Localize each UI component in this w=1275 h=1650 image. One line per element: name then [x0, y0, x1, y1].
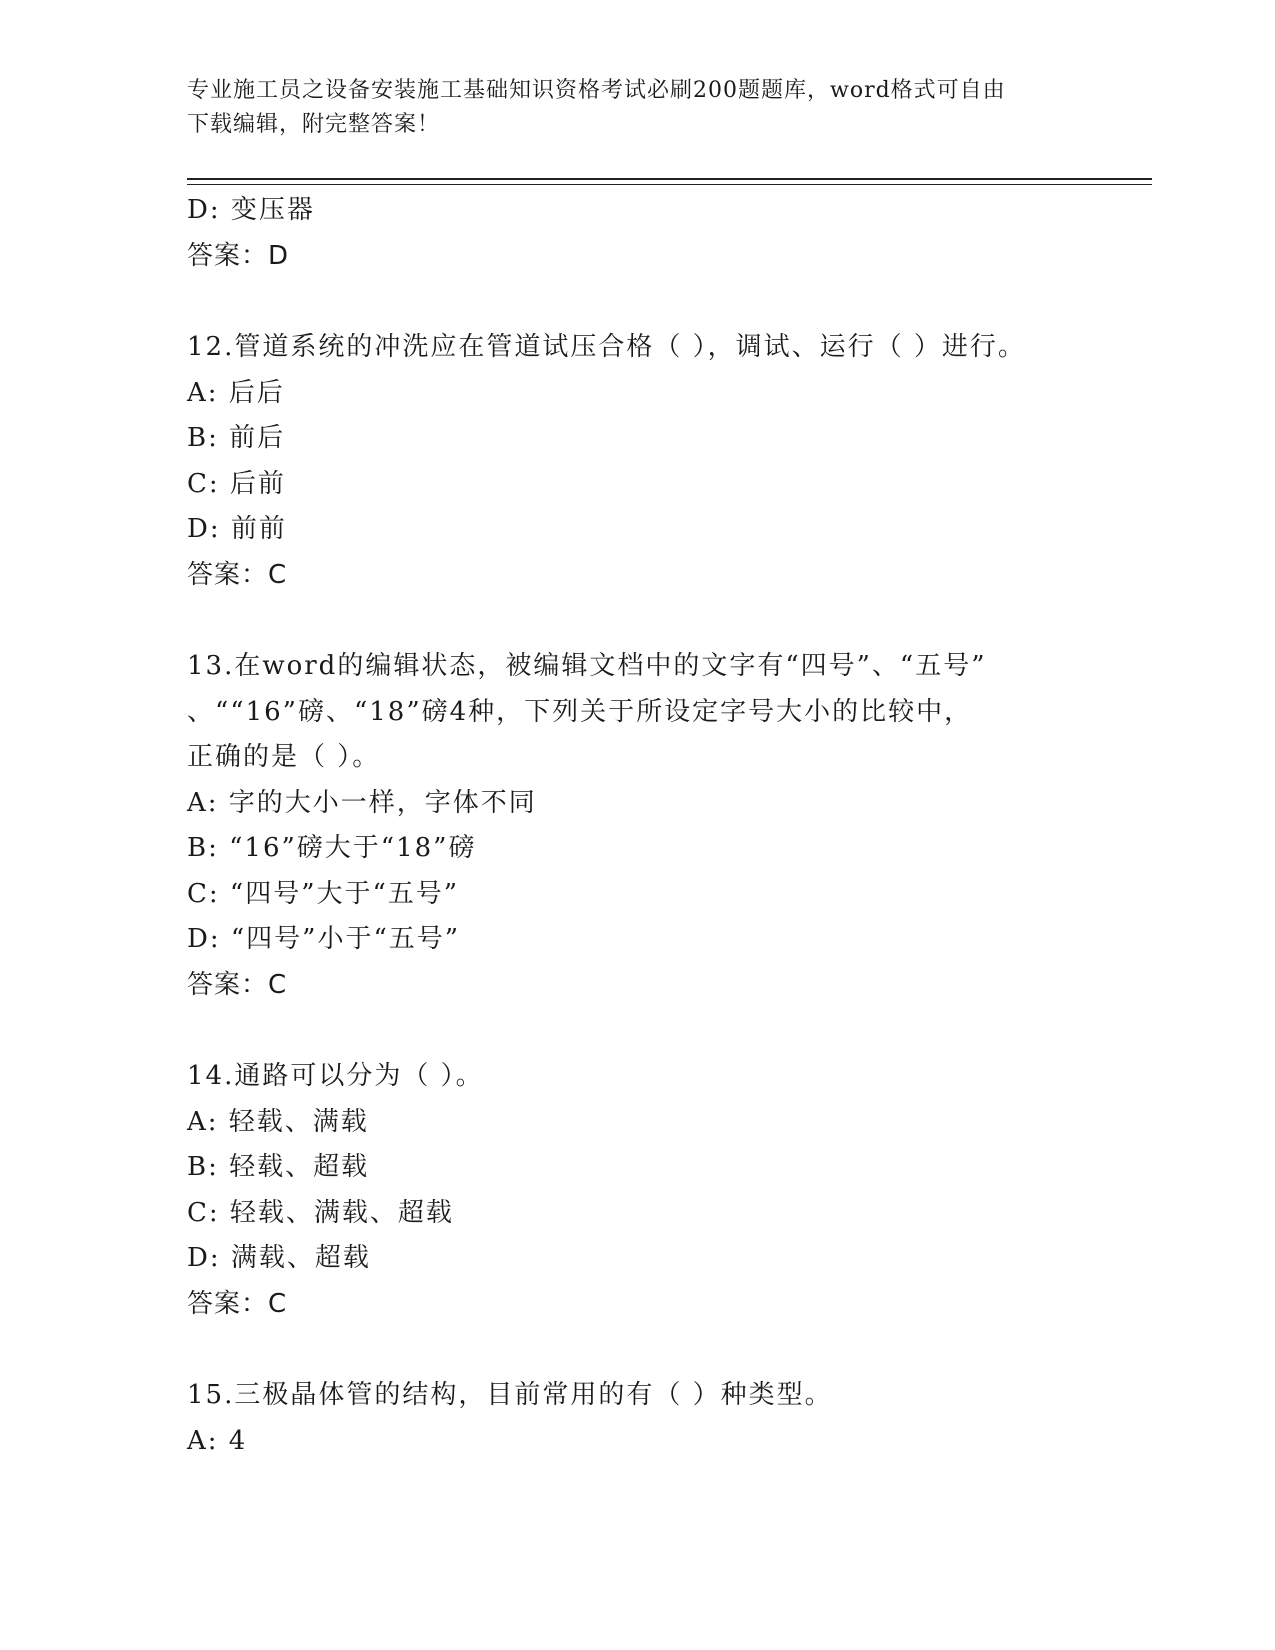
question-stem: 12.管道系统的冲洗应在管道试压合格（ ），调试、运行（ ）进行。 — [187, 332, 1026, 362]
option-c: C: “四号”大于“五号” — [187, 878, 460, 909]
answer: 答案：C — [187, 559, 288, 590]
question-stem-line1: 13.在word的编辑状态，被编辑文档中的文字有“四号”、“五号” — [187, 651, 987, 681]
option-c: C: 轻载、满载、超载 — [187, 1197, 454, 1228]
question-stem-line2: 、““16”磅、“18”磅4种，下列关于所设定字号大小的比较中， — [187, 696, 973, 727]
question-11-tail — [187, 188, 1087, 279]
question-14 — [187, 1054, 1087, 1327]
question-list — [187, 188, 1087, 1464]
question-13 — [187, 644, 1087, 1008]
spacer — [187, 1008, 1087, 1054]
option-d: D: 变压器 — [187, 195, 315, 225]
spacer — [187, 598, 1087, 644]
option-a: A: 后后 — [187, 377, 285, 408]
spacer — [187, 279, 1087, 325]
option-d: D: “四号”小于“五号” — [187, 924, 461, 954]
question-stem: 14.通路可以分为（ ）。 — [187, 1061, 484, 1091]
option-c: C: 后前 — [187, 468, 286, 499]
question-15 — [187, 1373, 1087, 1464]
header-divider-thin — [187, 184, 1152, 185]
answer: 答案：C — [187, 969, 288, 1000]
option-b: B: 轻载、超载 — [187, 1152, 370, 1182]
header-divider-thick — [187, 178, 1152, 180]
option-a: A: 字的大小一样，字体不同 — [187, 787, 537, 818]
spacer — [187, 1327, 1087, 1373]
option-d: D: 满载、超载 — [187, 1243, 371, 1273]
document-header — [187, 74, 1087, 142]
option-b: B: 前后 — [187, 423, 286, 453]
answer: 答案：D — [187, 240, 290, 271]
header-title-line2: 下载编辑，附完整答案！ — [187, 112, 441, 137]
question-stem-line3: 正确的是（ ）。 — [187, 742, 381, 772]
option-a: A: 轻载、满载 — [187, 1106, 369, 1137]
header-title-line1: 专业施工员之设备安装施工基础知识资格考试必刷200题题库，word格式可自由 — [187, 78, 1006, 103]
answer: 答案：C — [187, 1288, 288, 1319]
question-stem: 15.三极晶体管的结构，目前常用的有（ ）种类型。 — [187, 1380, 833, 1410]
option-d: D: 前前 — [187, 514, 287, 544]
option-a: A: 4 — [187, 1425, 248, 1456]
question-12 — [187, 325, 1087, 598]
option-b: B: “16”磅大于“18”磅 — [187, 833, 477, 863]
